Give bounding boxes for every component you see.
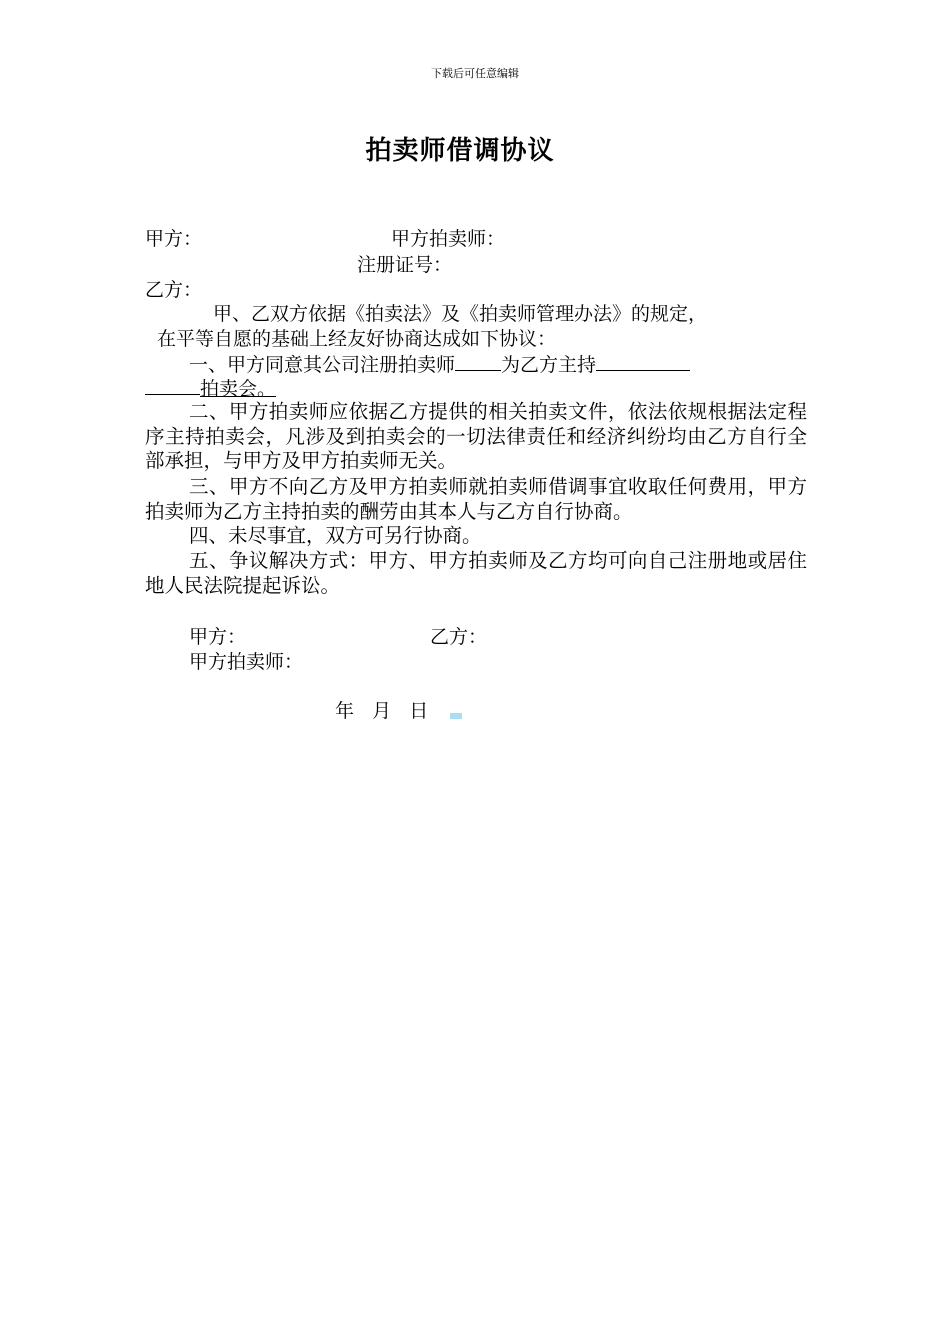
party-a-label: 甲方： (145, 228, 203, 250)
clause-1-text-b: 为乙方主持 (501, 354, 597, 376)
clause-1-text-a: 一、甲方同意其公司注册拍卖师 (189, 354, 456, 376)
party-b-label: 乙方： (145, 279, 203, 301)
auction-name-blank[interactable] (596, 352, 690, 371)
registration-no-label: 注册证号： (357, 254, 453, 276)
signature-party-a-label: 甲方： (189, 626, 247, 648)
clause-5: 五、争议解决方式：甲方、甲方拍卖师及乙方均可向自己注册地或居住地人民法院提起诉讼。 (145, 549, 807, 597)
auctioneer-name-blank[interactable] (455, 352, 501, 371)
auction-name-blank-continued[interactable] (145, 376, 200, 395)
header-note: 下载后可任意编辑 (431, 67, 519, 80)
text-cursor-marker (450, 713, 462, 719)
document-title: 拍卖师借调协议 (365, 136, 555, 166)
clause-1-line-1 (189, 352, 690, 377)
signature-auctioneer-label: 甲方拍卖师： (189, 651, 304, 673)
clause-1-text-c: 拍卖会。 (200, 378, 277, 400)
signature-party-b-label: 乙方： (430, 626, 488, 648)
clause-1-line-2 (145, 376, 276, 401)
party-a-auctioneer-label: 甲方拍卖师： (391, 228, 506, 250)
clause-2: 二、甲方拍卖师应依据乙方提供的相关拍卖文件，依法依规根据法定程序主持拍卖会，凡涉及到拍卖会的一切法律责任和经济纠纷均由乙方自行全部承担，与甲方及甲方拍卖师无关。 (145, 400, 807, 472)
intro-line-1: 甲、乙双方依据《拍卖法》及《拍卖师管理办法》的规定， (213, 303, 708, 325)
clause-3: 三、甲方不向乙方及甲方拍卖师就拍卖师借调事宜收取任何费用，甲方拍卖师为乙方主持拍卖的酬劳由其本人与乙方自行协商。 (145, 475, 807, 523)
intro-line-2: 在平等自愿的基础上经友好协商达成如下协议： (157, 328, 557, 350)
date-line: 年 月 日 (335, 700, 429, 722)
clause-4: 四、未尽事宜，双方可另行协商。 (189, 524, 482, 547)
